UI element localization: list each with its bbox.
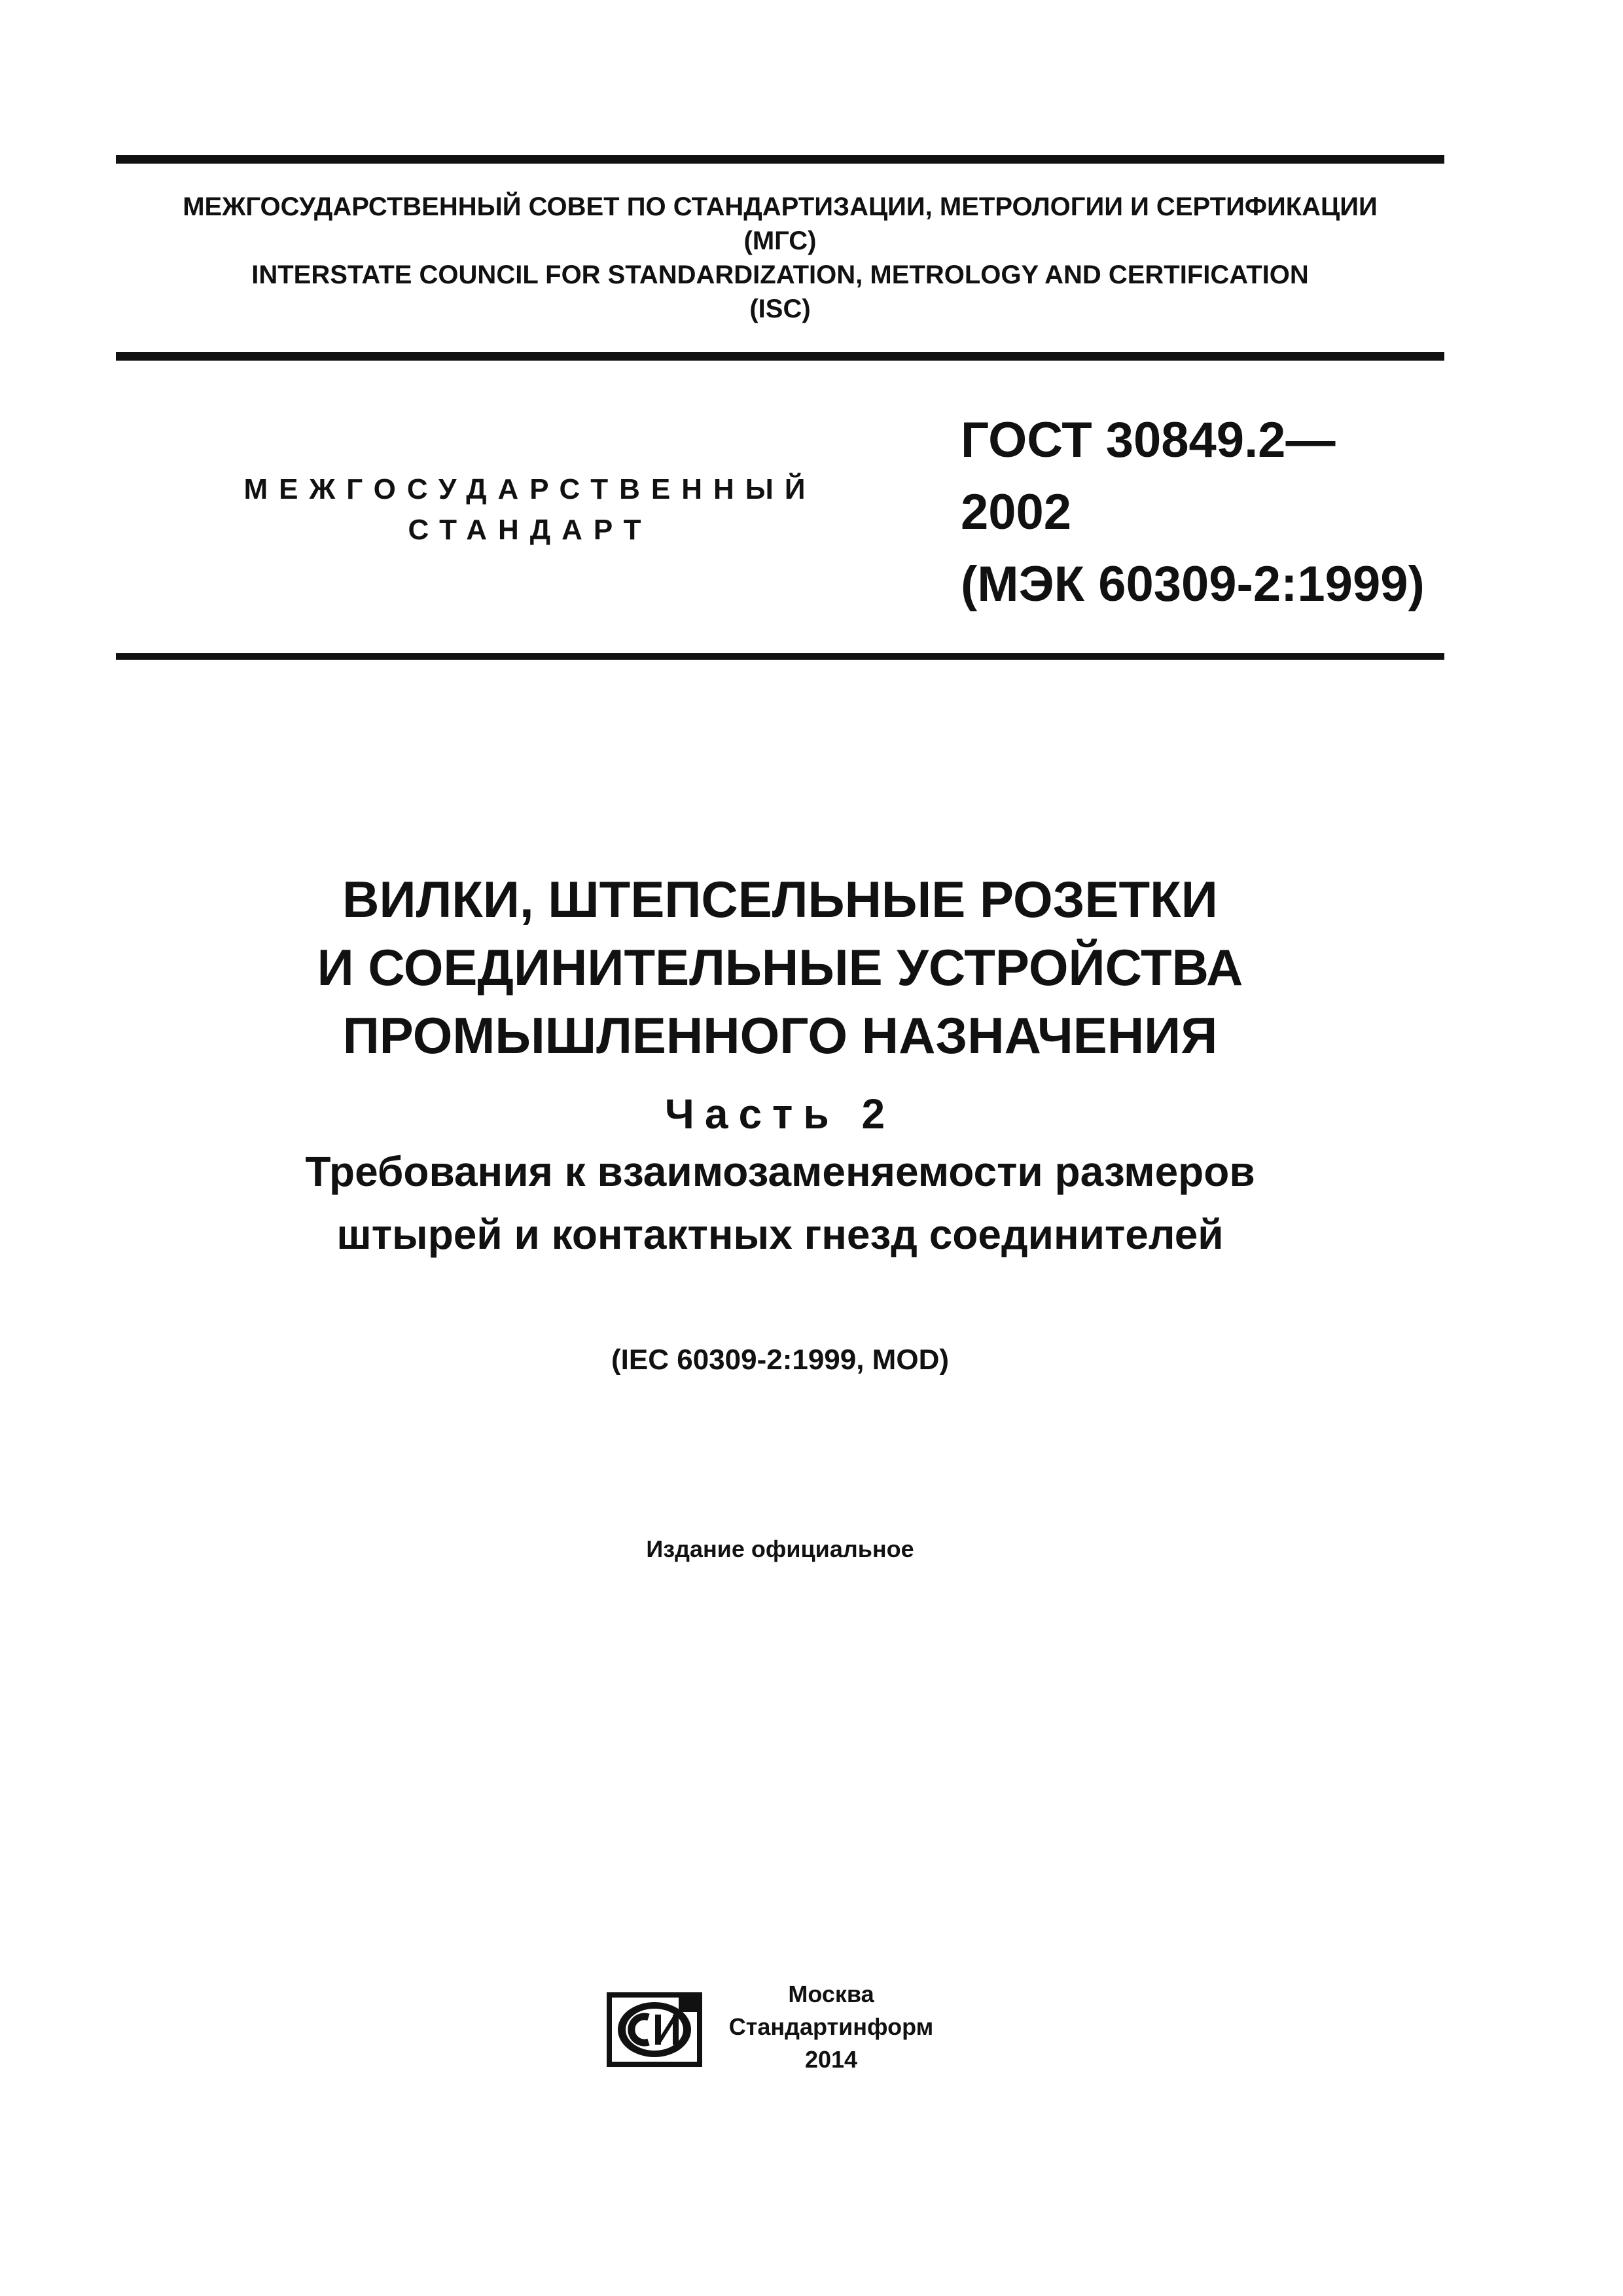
standard-kind-line2: СТАНДАРТ: [408, 514, 652, 546]
title-line: ПРОМЫШЛЕННОГО НАЗНАЧЕНИЯ: [342, 1007, 1218, 1064]
designation-iec-equivalent: (МЭК 60309-2:1999): [961, 556, 1425, 612]
council-abbr-en: (ISC): [749, 295, 811, 323]
imprint-year: 2014: [804, 2046, 858, 2073]
standard-kind-line1: МЕЖГОСУДАРСТВЕННЫЙ: [243, 473, 817, 505]
council-header: [116, 190, 1444, 326]
imprint-city: Москва: [788, 1981, 874, 2007]
designation-year: 2002: [961, 484, 1072, 540]
top-rule: [116, 155, 1444, 164]
part-title: [116, 1140, 1444, 1266]
header-divider-rule: [116, 352, 1444, 361]
council-name-en: INTERSTATE COUNCIL FOR STANDARDIZATION, METROLOGY AND CERTIFICATION: [251, 260, 1309, 289]
designation-number: ГОСТ 30849.2—: [961, 412, 1336, 468]
standartinform-logo-icon: [605, 1991, 704, 2068]
council-abbr-ru: (МГС): [743, 226, 817, 255]
imprint-publisher: Стандартинформ: [728, 2013, 934, 2040]
title-line: И СОЕДИНИТЕЛЬНЫЕ УСТРОЙСТВА: [317, 939, 1243, 996]
iec-reference: (IEC 60309-2:1999, MOD): [611, 1344, 949, 1376]
designation-divider-rule: [116, 653, 1444, 660]
standard-designation: [961, 404, 1425, 620]
title-line: ВИЛКИ, ШТЕПСЕЛЬНЫЕ РОЗЕТКИ: [342, 870, 1218, 928]
standard-kind: [190, 469, 870, 550]
part-label: Часть 2: [664, 1090, 896, 1138]
document-title-block: [116, 865, 1444, 1266]
edition-note: Издание официальное: [646, 1535, 914, 1562]
council-name-ru: МЕЖГОСУДАРСТВЕННЫЙ СОВЕТ ПО СТАНДАРТИЗАЦИИ, МЕТРОЛОГИИ И СЕРТИФИКАЦИИ: [183, 192, 1378, 221]
part-title-line: штырей и контактных гнезд соединителей: [336, 1211, 1224, 1258]
imprint: [713, 1978, 949, 2076]
part-title-line: Требования к взаимозаменяемости размеров: [305, 1148, 1255, 1195]
document-title: [116, 865, 1444, 1069]
